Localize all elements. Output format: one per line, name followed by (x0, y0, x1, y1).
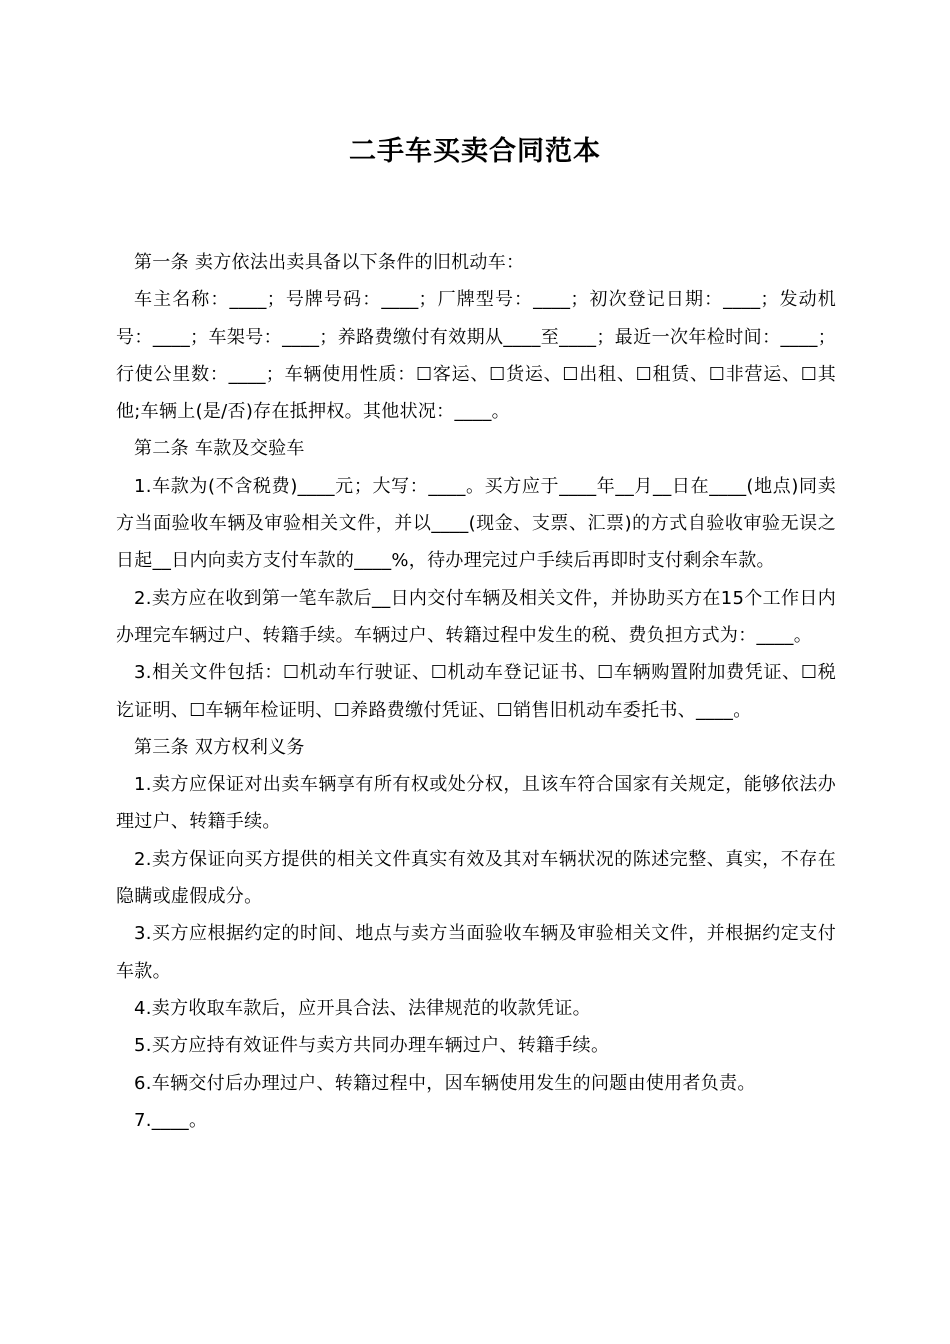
article-3-clause-7: 7.____。 (134, 1109, 208, 1131)
article-3-clause-3: 3.买方应根据约定的时间、地点与卖方当面验收车辆及审验相关文件，并根据约定支付车款。 (116, 923, 836, 982)
document-body (116, 244, 836, 1139)
document-title: 二手车买卖合同范本 (349, 136, 601, 167)
article-2-clause-3: 3.相关文件包括：☐机动车行驶证、☐机动车登记证书、☐车辆购置附加费凭证、☐税讫证明、☐车辆年检证明、☐养路费缴付凭证、☐销售旧机动车委托书、____。 (116, 662, 836, 721)
article-3-clause-5: 5.买方应持有效证件与卖方共同办理车辆过户、转籍手续。 (134, 1035, 610, 1057)
article-3-clause-2: 2.卖方保证向买方提供的相关文件真实有效及其对车辆状况的陈述完整、真实，不存在隐瞒或虚假成分。 (116, 848, 836, 908)
vehicle-details-paragraph: 车主名称：____；号牌号码：____；厂牌型号：____；初次登记日期：____；发动机号：____；车架号：____；养路费缴付有效期从____至____；最近一次年检时间：____；行使公里数：____；车辆使用性质：☐客运、☐货运、☐出租、☐租赁、☐非营运、☐其他;车辆上(是/否)存在抵押权。其他状况：____。 (116, 289, 836, 423)
article-3-clause-6: 6.车辆交付后办理过户、转籍过程中，因车辆使用发生的问题由使用者负责。 (134, 1072, 756, 1094)
article-2-clause-2: 2.卖方应在收到第一笔车款后__日内交付车辆及相关文件，并协助买方在15个工作日内办理完车辆过户、转籍手续。车辆过户、转籍过程中发生的税、费负担方式为：____。 (116, 587, 836, 646)
article-2-clause-1: 1.车款为(不含税费)____元；大写：____。买方应于____年__月__日在____(地点)同卖方当面验收车辆及审验相关文件，并以____(现金、支票、汇票)的方式自验收审验无误之日起__日内向卖方支付车款的____%，待办理完过户手续后再即时支付剩余车款。 (116, 475, 836, 572)
article-1-heading: 第一条 卖方依法出卖具备以下条件的旧机动车： (134, 252, 525, 273)
article-3-clause-4: 4.卖方收取车款后，应开具合法、法律规范的收款凭证。 (134, 997, 591, 1019)
article-2-heading: 第二条 车款及交验车 (134, 438, 305, 460)
article-3-heading: 第三条 双方权利义务 (134, 736, 305, 758)
article-3-clause-1: 1.卖方应保证对出卖车辆享有所有权或处分权，且该车符合国家有关规定，能够依法办理过户、转籍手续。 (116, 774, 836, 833)
